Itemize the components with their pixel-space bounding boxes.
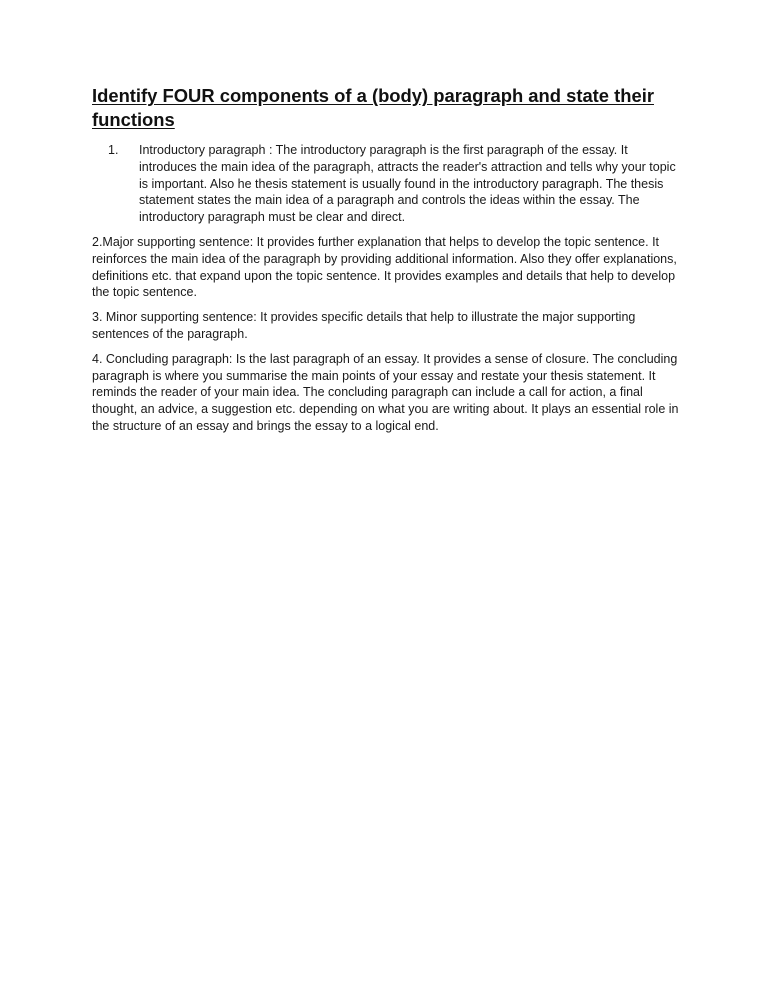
- list-item-text: Introductory paragraph : The introductory paragraph is the first paragraph of the essay. It introduces the main idea of the paragraph, attracts the reader's attraction and tells why your topic is important. Also he thesis statement is usually found in the introductory paragraph. The thesis statement states the main idea of a paragraph and controls the ideas within the essay. The introductory paragraph must be clear and direct.: [139, 143, 676, 225]
- numbered-list: [92, 142, 684, 226]
- paragraph-major-supporting-sentence: 2.Major supporting sentence: It provides further explanation that helps to develop the topic sentence. It reinforces the main idea of the paragraph by providing additional information. Also they offer explanations, definitions etc. that expand upon the topic sentence. It provides examples and details that help to develop the topic sentence.: [92, 234, 677, 300]
- list-item-introductory-paragraph: [108, 142, 684, 226]
- document-heading: Identify FOUR components of a (body) paragraph and state their functions: [92, 85, 654, 130]
- document-body: [92, 84, 684, 443]
- list-item-number: 1.: [108, 143, 119, 157]
- paragraph-minor-supporting-sentence: 3. Minor supporting sentence: It provides specific details that help to illustrate the major supporting sentences of the paragraph.: [92, 310, 636, 341]
- paragraph-concluding-paragraph: 4. Concluding paragraph: Is the last paragraph of an essay. It provides a sense of closure. The concluding paragraph is where you summarise the main points of your essay and restate your thesis statement. It reminds the reader of your main idea. The concluding paragraph can include a call for action, a final thought, an advice, a suggestion etc. depending on what you are writing about. It plays an essential role in the structure of an essay and brings the essay to a logical end.: [92, 351, 679, 433]
